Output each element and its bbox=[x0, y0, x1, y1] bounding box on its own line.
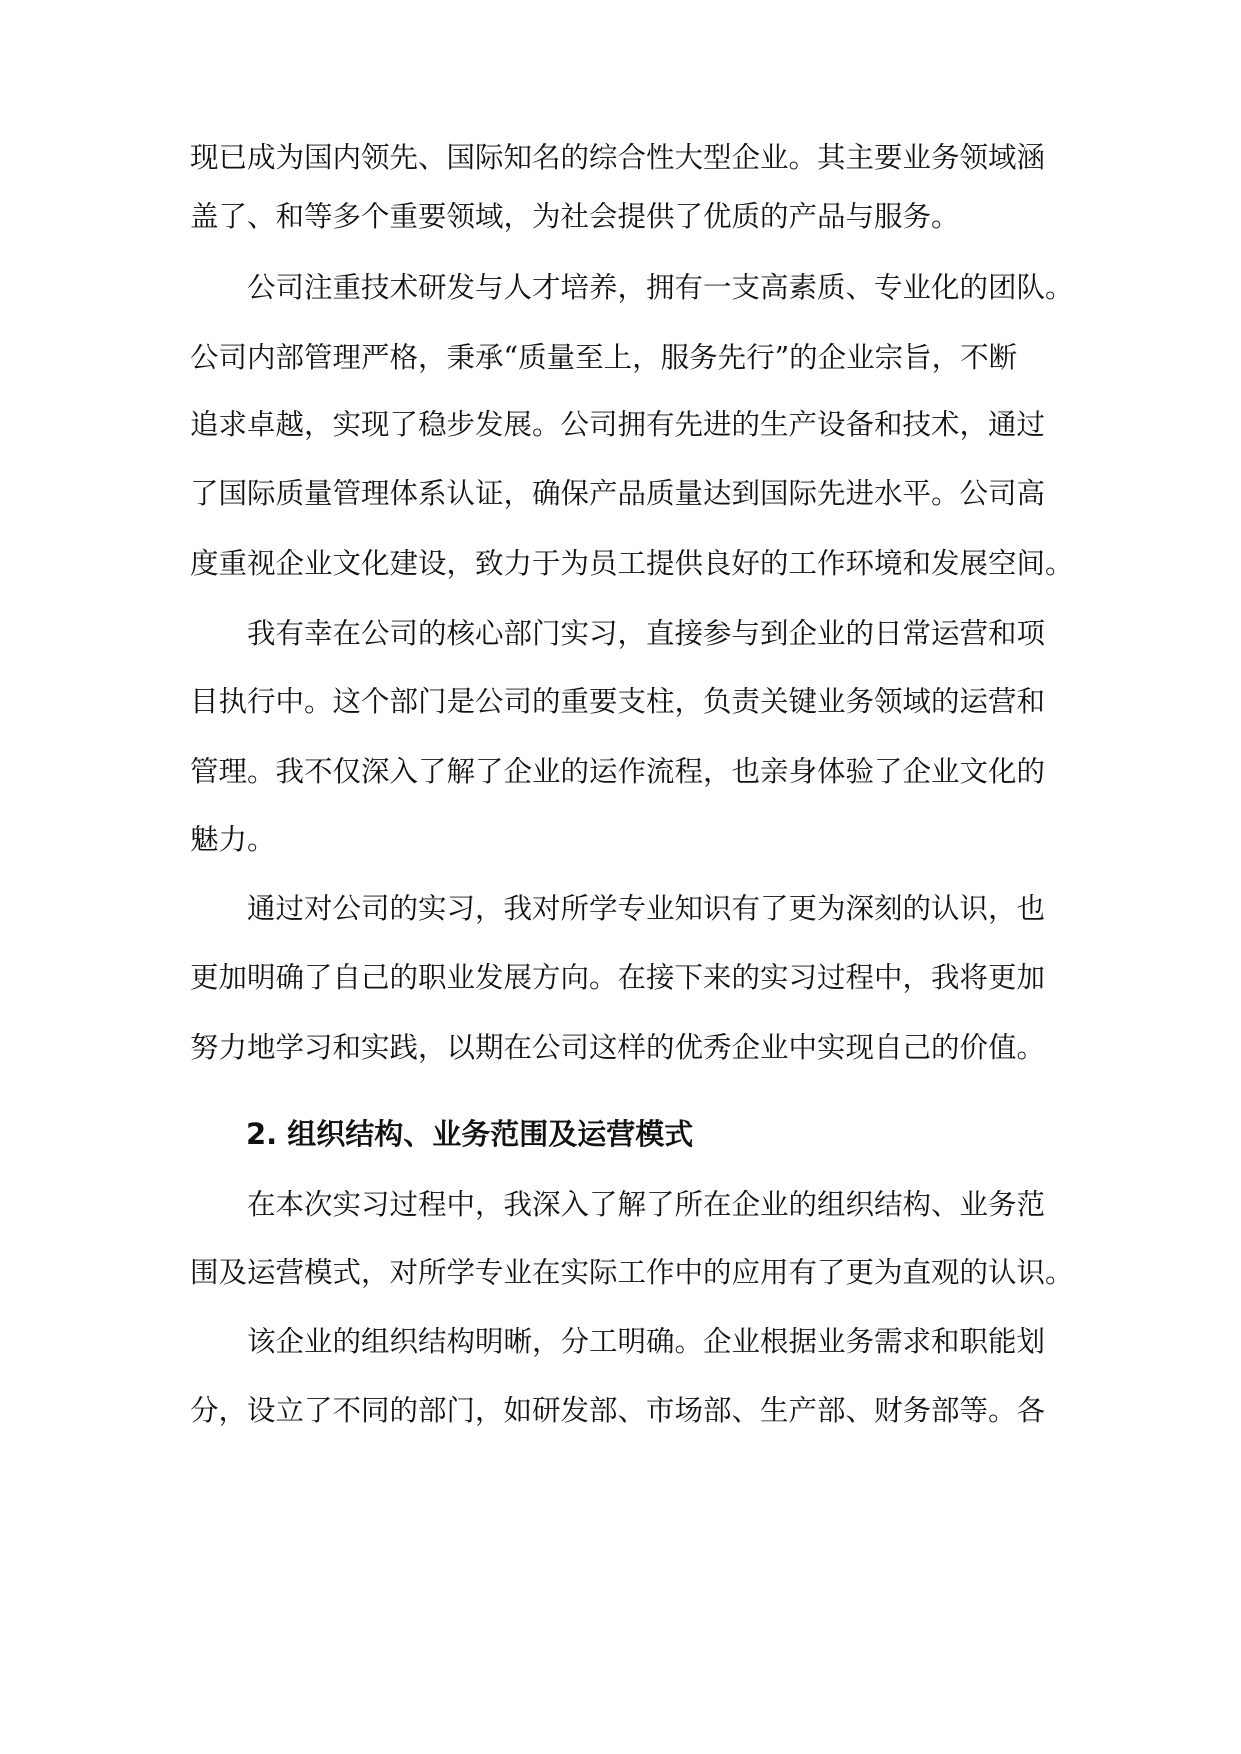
paragraph-line: 在本次实习过程中，我深入了解了所在企业的组织结构、业务范 bbox=[190, 1188, 1046, 1221]
paragraph-line: 该企业的组织结构明晰，分工明确。企业根据业务需求和职能划 bbox=[190, 1325, 1046, 1358]
paragraph-line: 公司注重技术研发与人才培养，拥有一支高素质、专业化的团队。 bbox=[190, 271, 1074, 304]
paragraph-line: 我有幸在公司的核心部门实习，直接参与到企业的日常运营和项 bbox=[190, 617, 1046, 650]
paragraph-line: 度重视企业文化建设，致力于为员工提供良好的工作环境和发展空间。 bbox=[190, 547, 1074, 580]
paragraph-line: 魅力。 bbox=[190, 823, 276, 856]
paragraph-line: 更加明确了自己的职业发展方向。在接下来的实习过程中，我将更加 bbox=[190, 961, 1046, 994]
paragraph-line: 了国际质量管理体系认证，确保产品质量达到国际先进水平。公司高 bbox=[190, 477, 1046, 510]
paragraph-line: 管理。我不仅深入了解了企业的运作流程，也亲身体验了企业文化的 bbox=[190, 755, 1046, 788]
paragraph-line: 通过对公司的实习，我对所学专业知识有了更为深刻的认识，也 bbox=[190, 892, 1046, 925]
paragraph-line: 努力地学习和实践，以期在公司这样的优秀企业中实现自己的价值。 bbox=[190, 1031, 1046, 1064]
paragraph-line: 盖了、和等多个重要领域，为社会提供了优质的产品与服务。 bbox=[190, 200, 960, 233]
paragraph-line: 分，设立了不同的部门，如研发部、市场部、生产部、财务部等。各 bbox=[190, 1394, 1046, 1427]
section-heading: 2. 组织结构、业务范围及运营模式 bbox=[246, 1117, 694, 1151]
paragraph-line: 公司内部管理严格，秉承“质量至上，服务先行”的企业宗旨，不断 bbox=[190, 341, 1018, 374]
paragraph-line: 围及运营模式，对所学专业在实际工作中的应用有了更为直观的认识。 bbox=[190, 1256, 1074, 1289]
paragraph-line: 追求卓越，实现了稳步发展。公司拥有先进的生产设备和技术，通过 bbox=[190, 408, 1046, 441]
paragraph-line: 目执行中。这个部门是公司的重要支柱，负责关键业务领域的运营和 bbox=[190, 685, 1046, 718]
paragraph-line: 现已成为国内领先、国际知名的综合性大型企业。其主要业务领域涵 bbox=[190, 141, 1046, 174]
